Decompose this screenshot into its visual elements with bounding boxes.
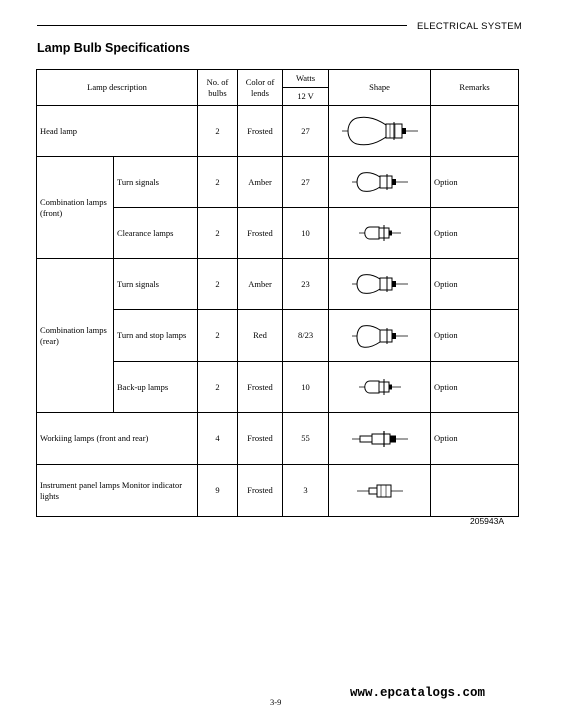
table-row	[37, 413, 519, 465]
color-cell: Amber	[238, 157, 283, 208]
bulbs-cell: 2	[198, 157, 238, 208]
remarks-cell: Option	[431, 157, 519, 208]
color-cell: Amber	[238, 259, 283, 310]
watermark: www.epcatalogs.com	[350, 686, 486, 700]
color-cell: Frosted	[238, 413, 283, 465]
watts-cell: 55	[283, 413, 329, 465]
remarks-cell: Option	[431, 208, 519, 259]
small-bulb-icon	[329, 362, 431, 413]
remarks-cell: Option	[431, 310, 519, 362]
header-rule	[37, 25, 407, 26]
color-cell: Frosted	[238, 106, 283, 157]
header-lamp-description: Lamp description	[37, 70, 198, 106]
remarks-cell: Option	[431, 413, 519, 465]
page-number: 3-9	[270, 697, 282, 707]
bulbs-cell: 2	[198, 310, 238, 362]
medium-bulb-icon	[329, 157, 431, 208]
bulbs-cell: 2	[198, 259, 238, 310]
header-remarks: Remarks	[431, 70, 519, 106]
lamp-group: Instrument panel lamps Monitor indicator lights	[37, 465, 198, 517]
table-row	[37, 106, 519, 157]
lamp-item: Turn signals	[114, 157, 198, 208]
page-title: Lamp Bulb Specifications	[37, 41, 190, 55]
watts-cell: 3	[283, 465, 329, 517]
small-bulb-icon	[329, 208, 431, 259]
bulbs-cell: 2	[198, 106, 238, 157]
lamp-group: Combination lamps (front)	[37, 157, 114, 259]
section-header: ELECTRICAL SYSTEM	[417, 21, 523, 32]
header-color: Color of lends	[238, 70, 283, 106]
lamp-group: Head lamp	[37, 106, 198, 157]
watts-cell: 27	[283, 157, 329, 208]
watts-cell: 27	[283, 106, 329, 157]
watts-cell: 10	[283, 362, 329, 413]
medium-bulb-icon	[329, 259, 431, 310]
header-watts: Watts	[283, 70, 329, 88]
watts-cell: 10	[283, 208, 329, 259]
table-row	[37, 259, 519, 310]
lamp-group: Workiing lamps (front and rear)	[37, 413, 198, 465]
lamp-bulb-spec-table	[36, 69, 519, 517]
remarks-cell	[431, 465, 519, 517]
remarks-cell	[431, 106, 519, 157]
lamp-item: Turn signals	[114, 259, 198, 310]
bulbs-cell: 2	[198, 208, 238, 259]
table-row	[37, 157, 519, 208]
table-header-row	[37, 70, 519, 88]
bulbs-cell: 9	[198, 465, 238, 517]
table-row	[37, 465, 519, 517]
color-cell: Frosted	[238, 362, 283, 413]
large-bulb-icon	[329, 106, 431, 157]
lamp-item: Clearance lamps	[114, 208, 198, 259]
header-voltage: 12 V	[283, 88, 329, 106]
remarks-cell: Option	[431, 259, 519, 310]
header-shape: Shape	[329, 70, 431, 106]
wedge-bulb-icon	[329, 465, 431, 517]
lamp-group: Combination lamps (rear)	[37, 259, 114, 413]
medium-bulb-icon	[329, 310, 431, 362]
bulbs-cell: 2	[198, 362, 238, 413]
header-num-bulbs: No. of bulbs	[198, 70, 238, 106]
color-cell: Frosted	[238, 208, 283, 259]
watts-cell: 23	[283, 259, 329, 310]
remarks-cell: Option	[431, 362, 519, 413]
lamp-item: Back-up lamps	[114, 362, 198, 413]
bulbs-cell: 4	[198, 413, 238, 465]
lamp-item: Turn and stop lamps	[114, 310, 198, 362]
figure-reference: 205943A	[470, 516, 505, 526]
halogen-bulb-icon	[329, 413, 431, 465]
color-cell: Red	[238, 310, 283, 362]
watts-cell: 8/23	[283, 310, 329, 362]
color-cell: Frosted	[238, 465, 283, 517]
